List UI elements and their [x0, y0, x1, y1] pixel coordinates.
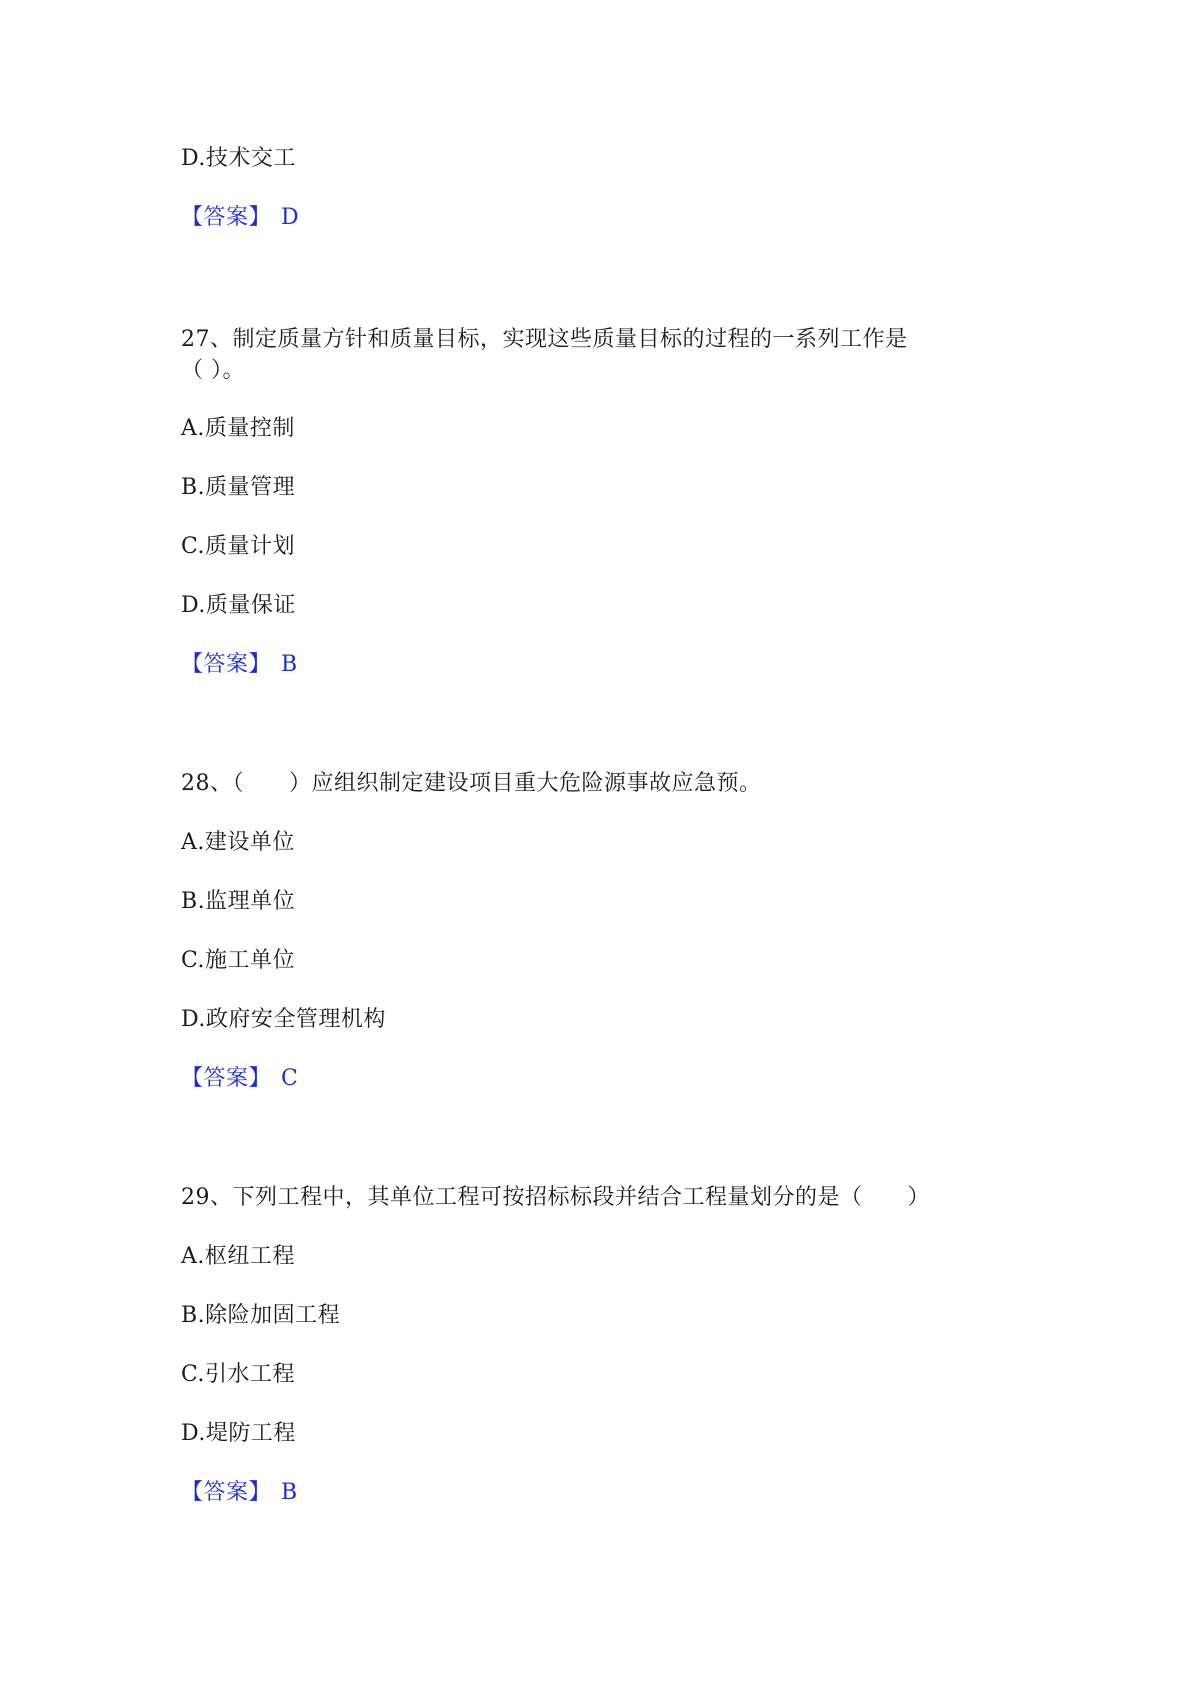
- q28-option-d: D.政府安全管理机构: [181, 1007, 386, 1032]
- q28-option-c: C.施工单位: [181, 948, 296, 973]
- answer-value: B: [281, 652, 298, 677]
- prev-answer: [181, 203, 299, 233]
- answer-value: B: [281, 1480, 298, 1505]
- q28-stem: 28、（ ）应组织制定建设项目重大危险源事故应急预。: [181, 771, 762, 796]
- q29-option-d: D.堤防工程: [181, 1421, 296, 1446]
- q29-option-a: A.枢纽工程: [181, 1244, 295, 1269]
- answer-label: 【答案】: [181, 1066, 272, 1091]
- q29-stem: 29、下列工程中，其单位工程可按招标标段并结合工程量划分的是（ ）: [181, 1185, 930, 1210]
- q29-option-b: B.除险加固工程: [181, 1303, 341, 1328]
- answer-label: 【答案】: [181, 1480, 272, 1505]
- q28-option-a: A.建设单位: [181, 830, 295, 855]
- q27-option-a: A.质量控制: [181, 416, 295, 441]
- q27-stem-line2: （ ）。: [181, 358, 245, 383]
- q27-option-d: D.质量保证: [181, 593, 296, 618]
- answer-value: D: [281, 205, 300, 230]
- q29-answer: [181, 1478, 298, 1508]
- q28-answer: [181, 1064, 298, 1094]
- q27-answer: [181, 650, 298, 680]
- prev-option-d: D.技术交工: [181, 146, 296, 171]
- q27-stem-line1: 27、制定质量方针和质量目标，实现这些质量目标的过程的一系列工作是: [181, 327, 908, 352]
- answer-label: 【答案】: [181, 205, 272, 230]
- answer-value: C: [281, 1066, 299, 1091]
- q27-option-b: B.质量管理: [181, 475, 296, 500]
- q28-option-b: B.监理单位: [181, 889, 296, 914]
- q29-option-c: C.引水工程: [181, 1362, 296, 1387]
- answer-label: 【答案】: [181, 652, 272, 677]
- q27-option-c: C.质量计划: [181, 534, 296, 559]
